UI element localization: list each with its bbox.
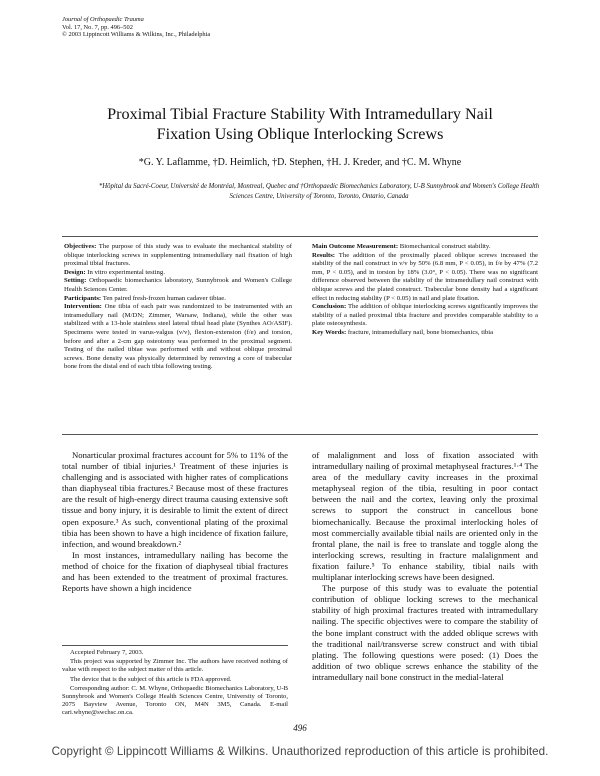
conclusion-text: The addition of oblique interlocking screws significantly improves the stability of a nailed proximal tibia fracture and provides comparable stability to a plate osteosynthesis.	[312, 303, 538, 328]
journal-copyright: © 2003 Lippincott Williams & Wilkins, Inc., Philadelphia	[62, 31, 211, 39]
affiliation: *Hôpital du Sacré-Coeur, Université de Montréal, Montreal, Quebec and †Orthopaedic Biomechanics Laboratory, U-B Sunnybrook and Women's College Health Sciences Centre, University of Toronto, Toronto, Ontario, Canada	[98, 183, 540, 200]
body-left-column	[62, 450, 288, 594]
footnote-fda: The device that is the subject of this article is FDA approved.	[70, 675, 232, 683]
footnotes	[62, 645, 288, 719]
journal-name: Journal of Orthopaedic Trauma	[62, 16, 144, 23]
journal-info	[62, 16, 210, 39]
results-text: The addition of the proximally placed oblique screws increased the stability of the nail construct in v/v by 50% (6.8 mm, P < 0.05), in f/e by 47% (7.2 mm, P < 0.05), and in torsion by 18% (3.0°, P < 0.05). There was no significant difference observed between the stability of the intramedullary nail construct with oblique screws and the plated construct. Trabecular bone density had a significant effect in reducing stability (P < 0.05) in nail and plate fixation.	[312, 251, 538, 302]
body-right-column	[312, 450, 538, 683]
outcome-text: Biomechanical construct stability.	[399, 243, 491, 250]
keywords-text: fracture, intramedullary nail, bone biomechanics, tibia	[347, 328, 494, 336]
abstract-right-column	[312, 243, 538, 338]
title-line-2: Fixation Using Oblique Interlocking Screws	[156, 125, 444, 143]
design-text: In vitro experimental testing.	[87, 268, 165, 276]
intervention-text: One tibia of each pair was randomized to be instrumented with an intramedullary nail (M/DN; Zimmer, Warsaw, Indiana), while the other was stabilized with a 13-hole stainless steel lateral tibial head plate (Synthes AO/ASIF). Specimens were tested in varus-valgus (v/v), flexion-extension (f/e) and torsion, before and after a 2-cm gap osteotomy was performed in the proximal segment. Testing of the nailed tibiae was performed with and without oblique proximal screws. Bone density was physically determined by removing a core of trabecular bone from the distal end of each tibia following testing.	[64, 303, 292, 371]
conclusion-label: Conclusion:	[312, 303, 347, 311]
footnote-support: This project was supported by Zimmer Inc. The authors have received nothing of value with respect to the subject matter of this article.	[62, 658, 288, 674]
objectives-label: Objectives:	[64, 243, 97, 250]
setting-text: Orthopaedic biomechanics laboratory, Sunnybrook and Women's College Health Sciences Center.	[64, 277, 292, 293]
authors: *G. Y. Laflamme, †D. Heimlich, †D. Stephen, †H. J. Kreder, and †C. M. Whyne	[138, 157, 462, 168]
participants-label: Participants:	[64, 294, 102, 302]
body-paragraph: Nonarticular proximal fractures account for 5% to 11% of the total number of tibial injuries.¹ Treatment of these injuries is challenging and is associated with higher rates of complications than diaphyseal tibia fractures.² Because most of these fractures are the result of high-energy direct trauma causing extensive soft tissue and bony injury, it is desirable to limit the extent of direct open exposure.³ As such, conventional plating of the proximal tibia has been shown to have a high incidence of fixation failure, infection, and wound breakdown.²	[62, 450, 288, 549]
participants-text: Ten paired fresh-frozen human cadaver tibiae.	[102, 294, 226, 302]
design-label: Design:	[64, 268, 86, 276]
title-line-1: Proximal Tibial Fracture Stability With Intramedullary Nail	[107, 105, 493, 123]
objectives-text: The purpose of this study was to evaluate the mechanical stability of oblique interlocking screws in supplementing intramedullary nail fixation of high proximal tibial fractures.	[64, 243, 292, 268]
body-paragraph: In most instances, intramedullary nailing has become the method of choice for the fixation of diaphyseal tibial fractures and has been extended to the treatment of proximal fractures. Reports have shown a high incidence	[62, 549, 288, 594]
copyright-notice: Copyright © Lippincott Williams & Wilkins. Unauthorized reproduction of this article is prohibited.	[51, 745, 549, 758]
keywords-label: Key Words:	[312, 328, 347, 336]
page-number: 496	[293, 723, 307, 733]
setting-label: Setting:	[64, 277, 87, 285]
body-paragraph: The purpose of this study was to evaluate the potential contribution of oblique locking screws to the mechanical stability of high proximal fractures treated with intramedullary nailing. The specific objectives were to compare the stability of the bone implant construct with the added oblique screws with the traditional nail/transverse screw construct and with tibial plating. The following questions were posed: (1) Does the addition of two oblique screws enhance the stability of the intramedullary nail bone construct in the medial-lateral	[312, 583, 538, 682]
intervention-label: Intervention:	[64, 303, 102, 311]
footnote-correspondence: Corresponding author: C. M. Whyne, Orthopaedic Biomechanics Laboratory, U-B Sunnybrook and Women's College Health Sciences Centre, University of Toronto, 2075 Bayview Avenue, Toronto ON, M4N 3M5, Canada. E-mail cari.whyne@swchsc.on.ca.	[62, 684, 288, 717]
results-label: Results:	[312, 251, 336, 259]
outcome-label: Main Outcome Measurement:	[312, 243, 399, 250]
footnote-accepted: Accepted February 7, 2003.	[70, 649, 144, 656]
journal-volume: Vol. 17, No. 7, pp. 496–502	[62, 23, 133, 31]
abstract-left-column	[64, 243, 292, 372]
article-title	[40, 104, 560, 144]
abstract-box	[62, 236, 538, 435]
body-paragraph: of malalignment and loss of fixation associated with intramedullary nailing of proximal metaphyseal fractures.¹·⁴ The area of the medullary cavity increases in the proximal metaphyseal region of the tibia, resulting in poor contact between the nail and the cortex, leaving only the proximal screws to support the construct in cancellous bone biomechanically. Because the proximal interlocking holes of most commercially available tibial nails are oriented only in the frontal plane, the nail is free to translate and toggle along the interlocking screws, resulting in fracture malalignment and fixation failure.⁵ To enhance stability, tibial nails with multiplanar interlocking screws have been designed.	[312, 450, 538, 583]
